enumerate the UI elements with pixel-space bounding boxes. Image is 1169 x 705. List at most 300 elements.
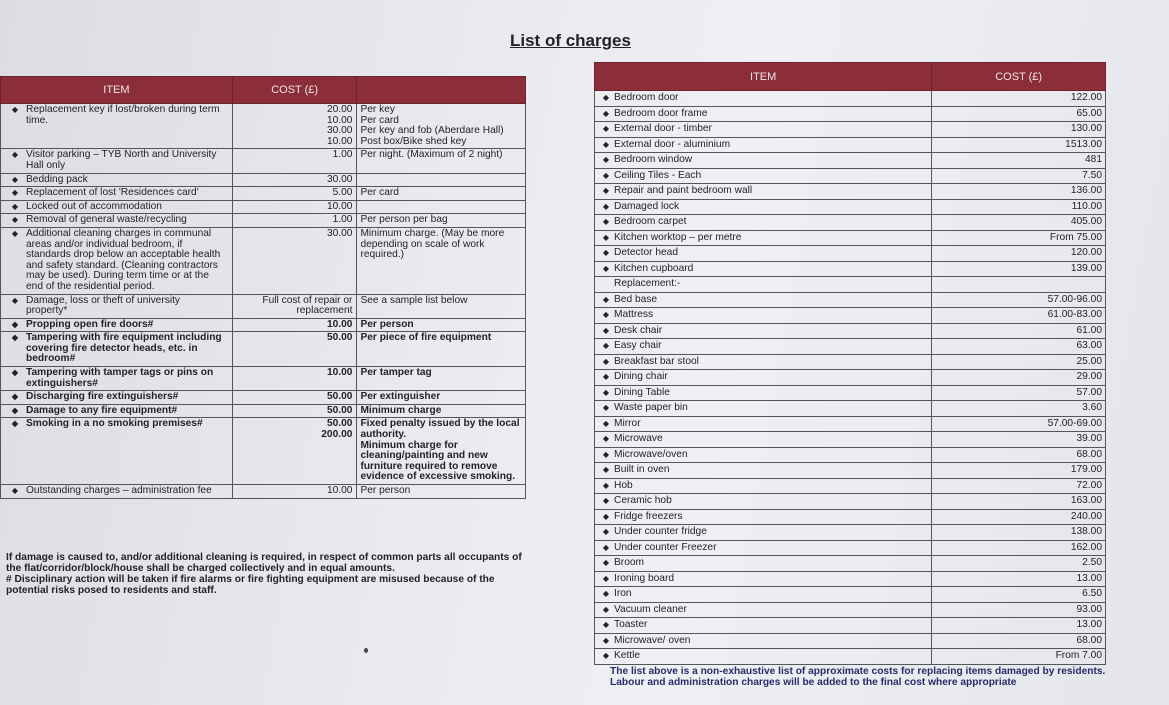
charge-note: Per key and fob (Aberdare Hall) [360, 125, 504, 137]
charge-cost: 30.00 [326, 173, 353, 185]
charge-item-cell [1, 318, 233, 332]
cost-value: 136.00 [932, 184, 1106, 200]
bullet-icon: ◆ [602, 310, 610, 320]
cost-item-cell [595, 91, 932, 107]
bullet-icon: ◆ [602, 635, 610, 645]
bullet-icon: ◆ [11, 368, 19, 378]
charge-item-cell [1, 104, 233, 149]
charge-cost-cell [232, 391, 357, 405]
charge-note-cell [357, 318, 526, 332]
cost-value: 481 [932, 153, 1106, 169]
cost-item-cell [595, 432, 932, 448]
note-column-header [357, 77, 526, 104]
charge-cost-cell [232, 187, 357, 201]
charge-note: Per tamper tag [360, 367, 432, 379]
cost-value: 130.00 [932, 122, 1106, 138]
charge-note-cell [357, 104, 526, 149]
charge-row [1, 187, 526, 201]
cost-item-cell [595, 168, 932, 184]
cost-value: 29.00 [932, 370, 1106, 386]
cost-item-cell [595, 354, 932, 370]
charge-item-cell [1, 200, 233, 214]
cost-item-cell [595, 215, 932, 231]
charge-item-cell [1, 391, 233, 405]
charge-item-cell [1, 418, 233, 485]
cost-value: 61.00 [932, 323, 1106, 339]
page-title: List of charges [510, 31, 631, 50]
charges-table-header [1, 77, 526, 104]
charge-item-text: Propping open fire doors# [26, 318, 154, 330]
cost-item-cell [595, 184, 932, 200]
charge-item-text: Discharging fire extinguishers# [26, 391, 179, 403]
charge-cost-cell [232, 404, 357, 418]
bullet-icon: ◆ [11, 333, 19, 343]
cost-item-text: Easy chair [614, 340, 662, 352]
cost-item-cell [595, 525, 932, 541]
bullet-icon: ◆ [602, 651, 610, 661]
charge-row [1, 485, 526, 499]
charge-cost: 10.00 [326, 485, 353, 496]
bullet-icon: ◆ [602, 589, 610, 599]
cost-row [595, 587, 1106, 603]
charge-cost-cell [232, 485, 357, 499]
charge-cost: 30.00 [326, 125, 353, 137]
cost-value: 72.00 [932, 478, 1106, 494]
charge-note: Per key [360, 104, 395, 115]
cost-row [595, 106, 1106, 122]
cost-item-cell [595, 556, 932, 572]
bullet-icon: ◆ [11, 319, 19, 329]
cost-item-text: Desk chair [614, 324, 663, 336]
bullet-icon: ◆ [602, 217, 610, 227]
charge-cost: 50.00 [326, 418, 353, 430]
charge-item-cell [1, 227, 233, 294]
bullet-icon: ◆ [11, 201, 19, 211]
charge-note: Post box/Bike shed key [360, 135, 467, 147]
cost-value: 63.00 [932, 339, 1106, 355]
cost-value: 57.00-96.00 [932, 292, 1106, 308]
charge-cost: 10.00 [326, 114, 353, 126]
cost-value: From 75.00 [932, 230, 1106, 246]
bullet-icon: ◆ [602, 542, 610, 552]
charge-note-cell [357, 391, 526, 405]
cost-item-cell [595, 261, 932, 277]
cost-item-cell [595, 478, 932, 494]
charge-cost-cell [232, 173, 357, 187]
charge-item-cell [1, 367, 233, 391]
cost-item-text: Broom [614, 557, 645, 569]
cost-value: 6.50 [932, 587, 1106, 603]
bullet-icon: ◆ [602, 232, 610, 242]
cost-value: 110.00 [932, 199, 1106, 215]
bullet-icon: ◆ [602, 604, 610, 614]
charge-note: Minimum charge for cleaning/painting and new furniture required to remove evidence of excessive smoking. [360, 439, 516, 483]
bullet-icon: ◆ [602, 418, 610, 428]
bullet-icon: ◆ [602, 511, 610, 521]
cost-row [595, 540, 1106, 556]
charge-note: Per card [360, 187, 399, 199]
charge-item-text: Damage, loss or theft of university property* [26, 294, 181, 317]
cost-item-text: Kitchen cupboard [614, 262, 694, 274]
cost-value: 120.00 [932, 246, 1106, 262]
cost-row [595, 292, 1106, 308]
cost-item-cell [595, 494, 932, 510]
footer-line: The list above is a non-exhaustive list of approximate costs for replacing items damaged by residents. [610, 666, 1106, 677]
cost-row [595, 463, 1106, 479]
cost-item-cell [595, 618, 932, 634]
charge-cost: 30.00 [326, 227, 353, 239]
cost-item-cell [595, 416, 932, 432]
cost-item-cell [595, 587, 932, 603]
cost-item-text: Mattress [614, 309, 654, 321]
cost-row [595, 354, 1106, 370]
cost-item-cell [595, 602, 932, 618]
charge-note: Per card [360, 114, 399, 126]
charge-item-cell [1, 294, 233, 318]
cost-value: 240.00 [932, 509, 1106, 525]
cost-value: 139.00 [932, 261, 1106, 277]
cost-item-cell [595, 137, 932, 153]
cost-row [595, 184, 1106, 200]
cost-item-text: Microwave/oven [614, 448, 688, 460]
cost-value: 57.00-69.00 [932, 416, 1106, 432]
cost-value: 3.60 [932, 401, 1106, 417]
cost-item-cell [595, 292, 932, 308]
charge-note: Per night. (Maximum of 2 night) [360, 149, 503, 161]
charge-note-cell [357, 214, 526, 228]
cost-item-text: Dining Table [614, 386, 670, 398]
bullet-icon: ◆ [11, 405, 19, 415]
footnote [6, 552, 561, 596]
cost-row [595, 339, 1106, 355]
bullet-icon: ◆ [11, 174, 19, 184]
bullet-icon: ◆ [602, 201, 610, 211]
charge-note: Per person [360, 318, 414, 330]
sample-costs-header [595, 63, 1106, 91]
cost-row [595, 447, 1106, 463]
charge-cost-cell [232, 318, 357, 332]
cost-value: 2.50 [932, 556, 1106, 572]
cost-value: 93.00 [932, 602, 1106, 618]
charge-item-text: Replacement key if lost/broken during term time. [26, 104, 220, 126]
charge-cost: 10.00 [326, 200, 353, 212]
cost-item-cell [595, 308, 932, 324]
cost-value: 405.00 [932, 215, 1106, 231]
bullet-icon: ◆ [602, 341, 610, 351]
cost-value: 162.00 [932, 540, 1106, 556]
charge-cost-cell [232, 214, 357, 228]
charge-note: Minimum charge. (May be more depending on scale of work required.) [360, 227, 505, 261]
footnote-line: the flat/corridor/block/house shall be charged collectively and in equal amounts. [6, 563, 395, 574]
cost-row [595, 556, 1106, 572]
charge-item-text: Replacement of lost 'Residences card' [26, 187, 199, 199]
charge-cost-cell [232, 418, 357, 485]
charge-cost-cell [232, 367, 357, 391]
cost-value: From 7.00 [932, 649, 1106, 665]
sample-costs-footer [610, 666, 1105, 688]
cost-item-cell [595, 277, 932, 293]
paper-speck [364, 648, 368, 653]
cost-value: 68.00 [932, 633, 1106, 649]
charge-note: Minimum charge [360, 404, 442, 416]
charge-note-cell [357, 173, 526, 187]
cost-item-text: Bedroom door [614, 92, 679, 104]
bullet-icon: ◆ [602, 170, 610, 180]
bullet-icon: ◆ [602, 186, 610, 196]
charge-item-cell [1, 187, 233, 201]
cost-row [595, 277, 1106, 293]
charge-row [1, 294, 526, 318]
cost-row [595, 168, 1106, 184]
cost-item-cell [595, 370, 932, 386]
cost-item-text: Under counter fridge [614, 526, 707, 538]
cost-item-text: Dining chair [614, 371, 668, 383]
bullet-icon: ◆ [602, 449, 610, 459]
cost-item-text: Kitchen worktop – per metre [614, 231, 742, 243]
cost-row [595, 509, 1106, 525]
cost-value: 65.00 [932, 106, 1106, 122]
charge-item-cell [1, 149, 233, 173]
cost-item-text: Fridge freezers [614, 510, 683, 522]
cost-row [595, 261, 1106, 277]
charge-note-cell [357, 367, 526, 391]
bullet-icon: ◆ [602, 527, 610, 537]
charge-row [1, 367, 526, 391]
bullet-icon: ◆ [11, 105, 19, 114]
cost-item-text: Ceramic hob [614, 495, 672, 507]
bullet-icon: ◆ [11, 215, 19, 225]
charges-table [0, 76, 526, 499]
charge-note: Per person per bag [360, 214, 448, 226]
charge-note-cell [357, 227, 526, 294]
cost-item-cell [595, 463, 932, 479]
cost-item-text: Under counter Freezer [614, 541, 717, 553]
charge-note-cell [357, 418, 526, 485]
bullet-icon: ◆ [602, 124, 610, 134]
cost-row [595, 525, 1106, 541]
charge-row [1, 104, 526, 149]
charge-note: See a sample list below [360, 294, 468, 306]
cost-row [595, 571, 1106, 587]
cost-column-header: COST (£) [232, 77, 357, 104]
cost-row [595, 246, 1106, 262]
charge-row [1, 227, 526, 294]
cost-row [595, 137, 1106, 153]
cost-item-cell [595, 571, 932, 587]
cost-item-cell [595, 323, 932, 339]
charge-cost: 50.00 [326, 404, 353, 416]
charge-note-cell [357, 294, 526, 318]
bullet-icon: ◆ [11, 392, 19, 402]
charge-cost: 1.00 [332, 214, 353, 226]
cost-item-text: Built in oven [614, 464, 670, 476]
charge-cost: 200.00 [321, 429, 353, 441]
cost-item-cell [595, 401, 932, 417]
cost-value: 25.00 [932, 354, 1106, 370]
cost-row [595, 602, 1106, 618]
charge-row [1, 418, 526, 485]
charge-note-cell [357, 149, 526, 173]
cost-row [595, 649, 1106, 665]
charge-item-text: Visitor parking – TYB North and University Hall only [26, 149, 217, 171]
cost-item-text: Microwave/ oven [614, 634, 691, 646]
bullet-icon: ◆ [11, 295, 19, 305]
cost-row [595, 494, 1106, 510]
cost-item-text: Bedroom door frame [614, 107, 708, 119]
charge-item-cell [1, 214, 233, 228]
cost-item-cell [595, 447, 932, 463]
cost-item-text: Hob [614, 479, 633, 491]
charge-row [1, 149, 526, 173]
cost-item-text: Bed base [614, 293, 658, 305]
cost-value: 68.00 [932, 447, 1106, 463]
charge-row [1, 214, 526, 228]
cost-item-cell [595, 246, 932, 262]
cost-item-text: Microwave [614, 433, 663, 445]
charge-cost-cell [232, 294, 357, 318]
cost-item-text: Damaged lock [614, 200, 680, 212]
charge-cost-cell [232, 149, 357, 173]
cost-item-text: Bedroom window [614, 154, 693, 166]
charge-row [1, 332, 526, 367]
cost-item-cell [595, 385, 932, 401]
cost-item-text: External door - timber [614, 123, 712, 135]
charge-note-cell [357, 485, 526, 499]
cost-value: 13.00 [932, 571, 1106, 587]
cost-item-text: Iron [614, 588, 632, 600]
cost-row [595, 478, 1106, 494]
cost-row [595, 308, 1106, 324]
charge-cost: 50.00 [326, 391, 353, 403]
bullet-icon: ◆ [11, 150, 19, 160]
charge-cost: 10.00 [326, 367, 353, 379]
bullet-icon: ◆ [602, 108, 610, 118]
charge-cost: 5.00 [332, 187, 353, 199]
cost-value: 7.50 [932, 168, 1106, 184]
cost-row [595, 432, 1106, 448]
cost-value: 39.00 [932, 432, 1106, 448]
bullet-icon: ◆ [602, 387, 610, 397]
charge-item-text: Locked out of accommodation [26, 200, 162, 212]
cost-item-cell [595, 153, 932, 169]
cost-item-text: Repair and paint bedroom wall [614, 185, 753, 197]
cost-item-text: Breakfast bar stool [614, 355, 699, 367]
charge-row [1, 404, 526, 418]
cost-row [595, 230, 1106, 246]
charge-item-cell [1, 332, 233, 367]
charge-item-cell [1, 404, 233, 418]
cost-item-text: Vacuum cleaner [614, 603, 687, 615]
bullet-icon: ◆ [602, 480, 610, 490]
charge-row [1, 173, 526, 187]
footnote-line: If damage is caused to, and/or additional cleaning is required, in respect of common parts all occupants of [6, 552, 522, 563]
bullet-icon: ◆ [602, 620, 610, 630]
charge-cost-cell [232, 104, 357, 149]
cost-item-cell [595, 649, 932, 665]
bullet-icon: ◆ [602, 496, 610, 506]
cost-item-cell [595, 633, 932, 649]
bullet-icon: ◆ [602, 356, 610, 366]
charge-item-cell [1, 485, 233, 499]
bullet-icon: ◆ [602, 372, 610, 382]
cost-value [932, 277, 1106, 293]
cost-item-text: Replacement:- [614, 278, 681, 290]
cost-item-cell [595, 339, 932, 355]
bullet-icon: ◆ [11, 188, 19, 198]
charge-cost: 10.00 [326, 318, 353, 330]
charge-item-text: Tampering with tamper tags or pins on extinguishers# [26, 367, 214, 389]
cost-item-text: Ironing board [614, 572, 675, 584]
bullet-icon: ◆ [602, 403, 610, 413]
bullet-icon: ◆ [11, 486, 19, 495]
footnote-line: # Disciplinary action will be taken if fire alarms or fire fighting equipment are misused because of the [6, 574, 495, 585]
charge-item-text: Bedding pack [26, 173, 88, 185]
bullet-icon: ◆ [11, 228, 19, 238]
cost-value: 122.00 [932, 91, 1106, 107]
charge-note-cell [357, 200, 526, 214]
cost-column-header: COST (£) [932, 63, 1106, 91]
cost-row [595, 416, 1106, 432]
bullet-icon: ◆ [602, 139, 610, 149]
cost-item-text: Mirror [614, 417, 641, 429]
charge-row [1, 391, 526, 405]
charge-cost-cell [232, 200, 357, 214]
cost-row [595, 199, 1106, 215]
cost-row [595, 122, 1106, 138]
charge-item-text: Tampering with fire equipment including covering fire detector heads, etc. in bedroom# [26, 332, 222, 365]
bullet-icon: ◆ [602, 465, 610, 475]
cost-row [595, 215, 1106, 231]
charge-cost-cell [232, 227, 357, 294]
charge-note: Per person [360, 485, 411, 496]
footnote-line: potential risks posed to residents and staff. [6, 585, 217, 596]
cost-value: 163.00 [932, 494, 1106, 510]
cost-row [595, 618, 1106, 634]
cost-row [595, 633, 1106, 649]
cost-value: 61.00-83.00 [932, 308, 1106, 324]
charge-note: Per extinguisher [360, 391, 441, 403]
bullet-icon: ◆ [602, 434, 610, 444]
cost-item-text: Bedroom carpet [614, 216, 687, 228]
charge-row [1, 200, 526, 214]
cost-value: 13.00 [932, 618, 1106, 634]
charge-item-text: Removal of general waste/recycling [26, 214, 187, 226]
charge-cost: 1.00 [332, 149, 353, 161]
cost-item-cell [595, 230, 932, 246]
charge-item-text: Damage to any fire equipment# [26, 404, 178, 416]
cost-item-cell [595, 509, 932, 525]
bullet-icon: ◆ [602, 558, 610, 568]
cost-item-cell [595, 540, 932, 556]
cost-item-text: Waste paper bin [614, 402, 688, 414]
bullet-icon: ◆ [602, 294, 610, 304]
bullet-icon: ◆ [602, 248, 610, 258]
charge-cost: 50.00 [326, 332, 353, 344]
charge-cost-cell [232, 332, 357, 367]
charge-cost: 10.00 [326, 135, 353, 147]
charge-cost: 20.00 [326, 104, 353, 115]
charge-item-text: Outstanding charges – administration fee [26, 485, 212, 496]
cost-item-text: Kettle [614, 650, 641, 662]
bullet-icon: ◆ [602, 93, 610, 103]
charge-item-text: Additional cleaning charges in communal areas and/or individual bedroom, if standards drop below an acceptable health and safety standard. (Cleaning contractors may be used). During term time or at the end of the residential period. [26, 227, 221, 292]
cost-row [595, 385, 1106, 401]
cost-row [595, 370, 1106, 386]
charge-note-cell [357, 332, 526, 367]
item-column-header: ITEM [595, 63, 932, 91]
charge-note-cell [357, 187, 526, 201]
cost-row [595, 153, 1106, 169]
